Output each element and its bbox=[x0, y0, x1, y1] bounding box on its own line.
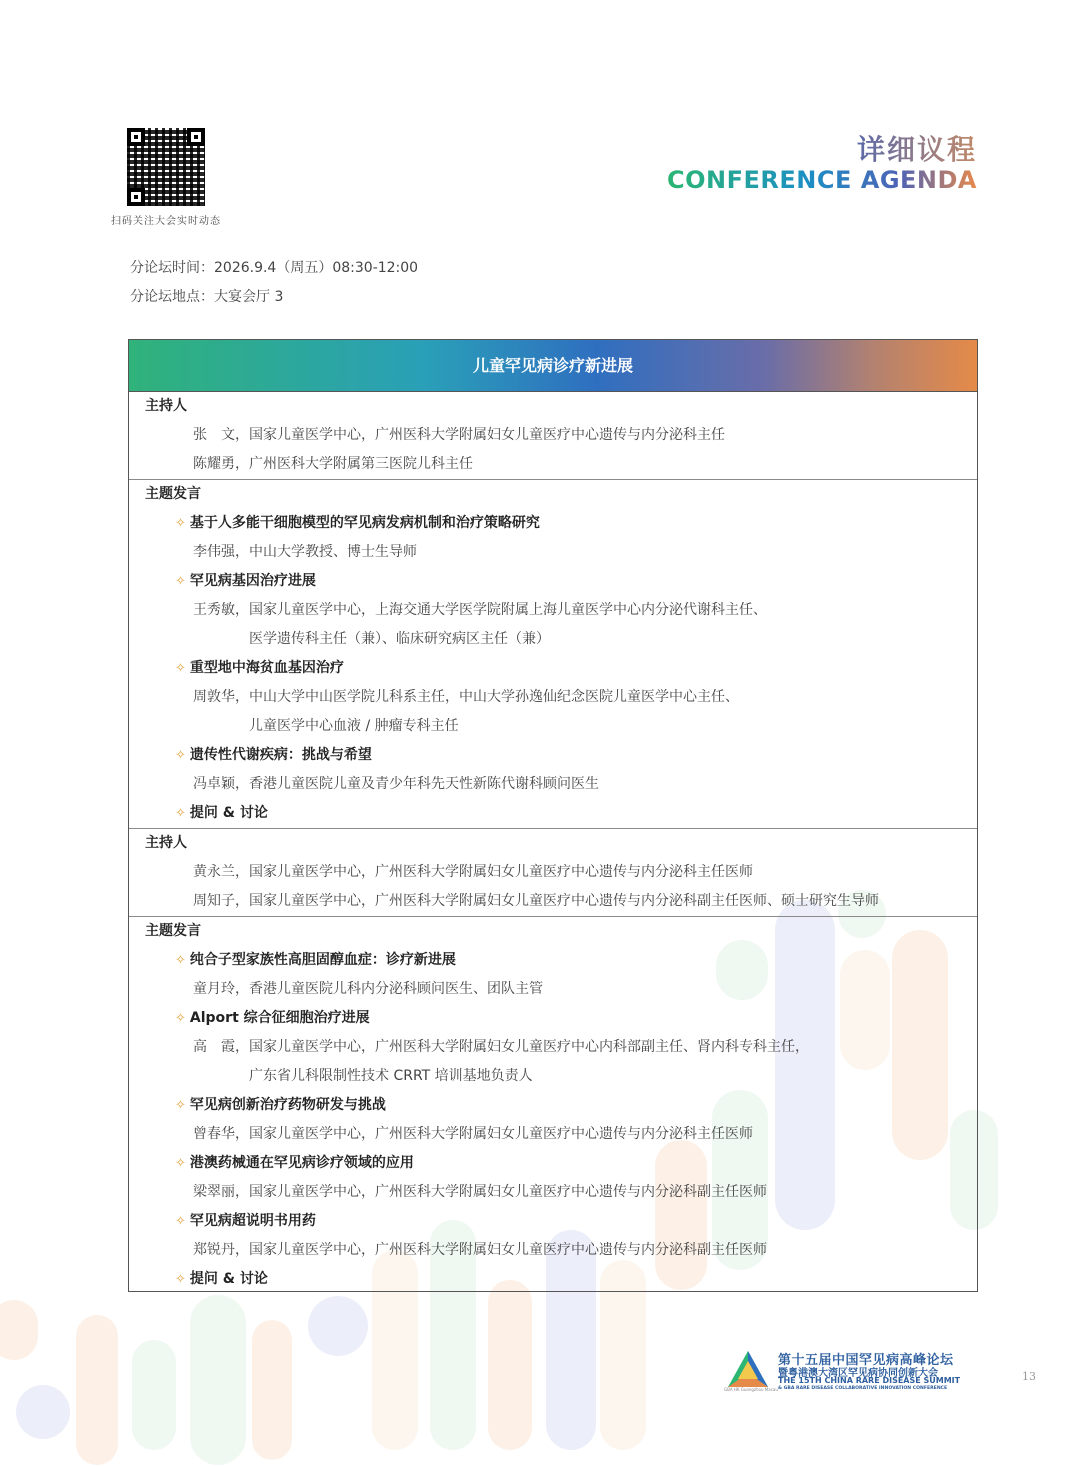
topic-title bbox=[129, 946, 977, 975]
topic-text: 罕见病创新治疗药物研发与挑战 bbox=[189, 1097, 386, 1113]
agenda-section bbox=[129, 480, 977, 829]
speaker-entry: 黄永兰，国家儿童医学中心，广州医科大学附属妇女儿童医疗中心遗传与内分泌科主任医师 bbox=[193, 864, 753, 880]
speaker-continuation: 医学遗传科主任（兼）、临床研究病区主任（兼） bbox=[249, 631, 550, 647]
speaker-entry: 梁翠丽，国家儿童医学中心，广州医科大学附属妇女儿童医疗中心遗传与内分泌科副主任医师 bbox=[193, 1184, 767, 1200]
agenda-table bbox=[128, 339, 978, 1292]
section-label: 主持人 bbox=[145, 835, 187, 851]
speaker-entry: 李伟强，中山大学教授、博士生导师 bbox=[193, 544, 417, 560]
topic-text: 重型地中海贫血基因治疗 bbox=[189, 660, 344, 676]
diamond-bullet-icon: ✧ bbox=[175, 1011, 186, 1026]
logo-line-4: & GBA RARE DISEASE COLLABORATIVE INNOVATION CONFERENCE bbox=[778, 1386, 948, 1391]
qr-code-icon[interactable] bbox=[127, 128, 205, 206]
speaker-entry: 高 霞，国家儿童医学中心，广州医科大学附属妇女儿童医疗中心内科部副主任、肾内科专科主任， bbox=[193, 1039, 809, 1055]
speaker-entry: 冯卓颖，香港儿童医院儿童及青少年科先天性新陈代谢科顾问医生 bbox=[193, 776, 599, 792]
diamond-bullet-icon: ✧ bbox=[175, 953, 186, 968]
qr-caption: 扫码关注大会实时动态 bbox=[111, 216, 221, 227]
page-number: 13 bbox=[1022, 1370, 1036, 1383]
topic-title bbox=[129, 654, 977, 683]
agenda-title: 儿童罕见病诊疗新进展 bbox=[129, 340, 977, 392]
topic-text: 提问 & 讨论 bbox=[189, 1271, 268, 1287]
topic-text: 罕见病基因治疗进展 bbox=[189, 573, 316, 589]
page-title-cn: 详细议程 bbox=[857, 128, 977, 168]
summit-logo-icon bbox=[726, 1349, 770, 1389]
diamond-bullet-icon: ✧ bbox=[175, 516, 186, 531]
diamond-bullet-icon: ✧ bbox=[175, 1098, 186, 1113]
speaker-entry: 陈耀勇，广州医科大学附属第三医院儿科主任 bbox=[193, 456, 473, 472]
topic-title bbox=[129, 1265, 977, 1294]
speaker-entry: 张 文，国家儿童医学中心，广州医科大学附属妇女儿童医疗中心遗传与内分泌科主任 bbox=[193, 427, 725, 443]
topic-title bbox=[129, 1207, 977, 1236]
speaker-entry: 王秀敏，国家儿童医学中心，上海交通大学医学院附属上海儿童医学中心内分泌代谢科主任、 bbox=[193, 602, 767, 618]
topic-text: 遗传性代谢疾病：挑战与希望 bbox=[189, 747, 372, 763]
topic-title bbox=[129, 567, 977, 596]
topic-text: 纯合子型家族性高胆固醇血症：诊疗新进展 bbox=[189, 952, 456, 968]
speaker-entry: 周敦华，中山大学中山医学院儿科系主任，中山大学孙逸仙纪念医院儿童医学中心主任、 bbox=[193, 689, 739, 705]
topic-title bbox=[129, 741, 977, 770]
forum-venue: 分论坛地点：大宴会厅 3 bbox=[130, 289, 284, 305]
topic-title bbox=[129, 1149, 977, 1178]
logo-line-3: THE 15TH CHINA RARE DISEASE SUMMIT bbox=[778, 1376, 961, 1385]
speaker-continuation: 广东省儿科限制性技术 CRRT 培训基地负责人 bbox=[249, 1068, 533, 1084]
topic-text: 基于人多能干细胞模型的罕见病发病机制和治疗策略研究 bbox=[189, 515, 540, 531]
section-label: 主题发言 bbox=[145, 923, 201, 939]
speaker-entry: 周知子，国家儿童医学中心，广州医科大学附属妇女儿童医疗中心遗传与内分泌科副主任医师、硕士研究生导师 bbox=[193, 893, 879, 909]
speaker-entry: 曾春华，国家儿童医学中心，广州医科大学附属妇女儿童医疗中心遗传与内分泌科主任医师 bbox=[193, 1126, 753, 1142]
page-title-en: CONFERENCE AGENDA bbox=[667, 166, 977, 194]
speaker-entry: 童月玲，香港儿童医院儿科内分泌科顾问医生、团队主管 bbox=[193, 981, 543, 997]
speaker-entry: 郑锐丹，国家儿童医学中心，广州医科大学附属妇女儿童医疗中心遗传与内分泌科副主任医师 bbox=[193, 1242, 767, 1258]
logo-tagline: GBA HK Guangzhou Macau bbox=[724, 1387, 778, 1392]
section-label: 主持人 bbox=[145, 398, 187, 414]
logo-line-1: 第十五届中国罕见病高峰论坛 bbox=[778, 1353, 954, 1368]
diamond-bullet-icon: ✧ bbox=[175, 1214, 186, 1229]
agenda-section bbox=[129, 917, 977, 1294]
section-label: 主题发言 bbox=[145, 486, 201, 502]
topic-text: 提问 & 讨论 bbox=[189, 805, 268, 821]
diamond-bullet-icon: ✧ bbox=[175, 1156, 186, 1171]
topic-title bbox=[129, 799, 977, 828]
forum-time: 分论坛时间：2026.9.4（周五）08:30-12:00 bbox=[130, 260, 419, 276]
diamond-bullet-icon: ✧ bbox=[175, 574, 186, 589]
topic-title bbox=[129, 1091, 977, 1120]
logo-line-2: 暨粤港澳大湾区罕见病协同创新大会 bbox=[778, 1368, 938, 1379]
topic-title bbox=[129, 509, 977, 538]
agenda-section bbox=[129, 829, 977, 917]
diamond-bullet-icon: ✧ bbox=[175, 1272, 186, 1287]
topic-text: 罕见病超说明书用药 bbox=[189, 1213, 316, 1229]
agenda-section bbox=[129, 392, 977, 480]
summit-logo bbox=[724, 1349, 979, 1397]
agenda-body bbox=[129, 392, 977, 1294]
topic-text: 港澳药械通在罕见病诊疗领域的应用 bbox=[189, 1155, 414, 1171]
speaker-continuation: 儿童医学中心血液 / 肿瘤专科主任 bbox=[249, 718, 459, 734]
diamond-bullet-icon: ✧ bbox=[175, 661, 186, 676]
diamond-bullet-icon: ✧ bbox=[175, 748, 186, 763]
topic-text: Alport 综合征细胞治疗进展 bbox=[189, 1010, 370, 1026]
diamond-bullet-icon: ✧ bbox=[175, 806, 186, 821]
topic-title bbox=[129, 1004, 977, 1033]
